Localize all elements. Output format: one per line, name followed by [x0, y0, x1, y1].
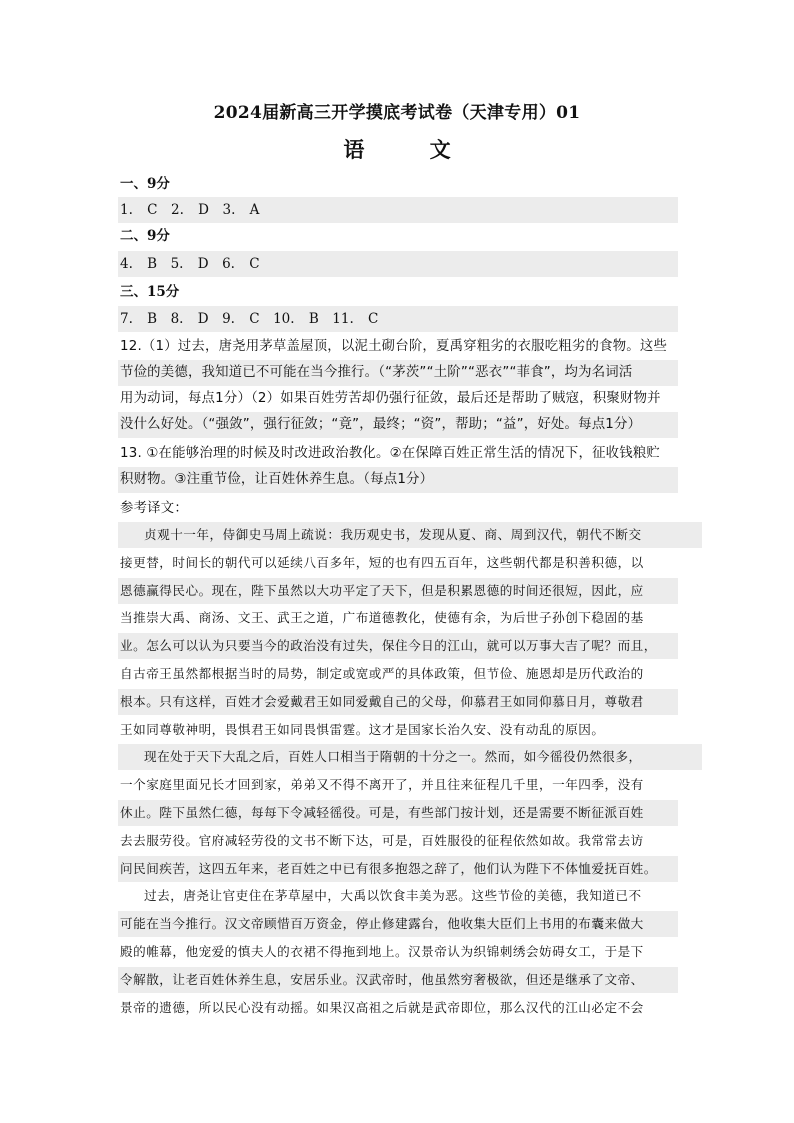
translation-line: 贞观十一年，侍御史马周上疏说：我历观史书，发现从夏、商、周到汉代，朝代不断交	[118, 522, 702, 548]
q12-line: 用为动词，每点1分）（2）如果百姓劳苦却仍强行征敛，最后还是帮助了贼寇，积聚财物并	[120, 391, 661, 406]
q13-line: 13. ①在能够治理的时候及时改进政治教化。②在保障百姓正常生活的情况下，征收钱粮贮	[120, 446, 661, 461]
translation-line: 休止。陛下虽然仁德，每每下令减轻徭役。可是，有些部门按计划，还是需要不断征派百姓	[118, 800, 678, 826]
translation-line: 根本。只有这样，百姓才会爱戴君王如同爱戴自己的父母，仰慕君王如同仰慕日月，尊敬君	[118, 689, 678, 715]
translation-line: 景帝的遗德，所以民心没有动摇。如果汉高祖之后就是武帝即位，那么汉代的江山必定不会	[120, 999, 644, 1015]
q13-line: 积财物。③注重节俭，让百姓休养生息。（每点1分）	[118, 467, 678, 493]
translation-line: 当推崇大禹、商汤、文王、武王之道，广布道德教化，使德有余，为后世子孙创下稳固的基	[120, 610, 644, 626]
q12-line: 节俭的美德，我知道已不可能在当今推行。（“茅茨”“土阶”“恶衣”“菲食”，均为名词活	[118, 360, 678, 386]
translation-line: 殿的帷幕，他宠爱的慎夫人的衣裙不得拖到地上。汉景帝认为织锦刺绣会妨碍女工，于是下	[120, 944, 644, 959]
section-header-3: 三、15分	[120, 284, 180, 300]
translation-line: 可能在当今推行。汉文帝顾惜百万资金，停止修建露台，他收集大臣们上书用的布囊来做大	[118, 911, 678, 937]
answers-row-1: 1. C 2. D 3. A	[118, 197, 678, 223]
translation-label: 参考译文：	[120, 501, 188, 516]
section-header-2: 二、9分	[120, 228, 170, 244]
translation-line: 业。怎么可以认为只要当今的政治没有过失，保住今日的江山，就可以万事大吉了呢？而且，	[118, 633, 678, 659]
q12-line: 没什么好处。（“强敛”，强行征敛；“竟”，最终；“资”，帮助；“益”，好处。每点1分）	[118, 412, 678, 438]
translation-line: 令解散，让老百姓休养生息，安居乐业。汉武帝时，他虽然穷奢极欲，但还是继承了文帝、	[118, 967, 678, 993]
translation-line: 过去，唐尧让官吏住在茅草屋中，大禹以饮食丰美为恶。这些节俭的美德，我知道已不	[144, 888, 642, 904]
translation-line: 一个家庭里面兄长才回到家，弟弟又不得不离开了，并且往来征程几千里，一年四季，没有	[120, 777, 644, 793]
translation-line: 王如同尊敬神明，畏惧君王如同畏惧雷霆。这才是国家长治久安、没有动乱的原因。	[120, 721, 605, 737]
translation-line: 问民间疾苦，这四五年来，老百姓之中已有很多抱怨之辞了，他们认为陛下不体恤爱抚百姓。	[118, 856, 678, 882]
answers-row-2: 4. B 5. D 6. C	[118, 251, 678, 277]
translation-line: 去去服劳役。官府减轻劳役的文书不断下达，可是，百姓服役的征程依然如故。我常常去访	[120, 832, 644, 848]
document-title: 2024届新高三开学摸底考试卷（天津专用）01	[213, 103, 581, 123]
answers-row-3: 7. B 8. D 9. C 10. B 11. C	[118, 306, 678, 332]
q12-line: 12.（1）过去，唐尧用茅草盖屋顶，以泥土砌台阶，夏禹穿粗劣的衣服吃粗劣的食物。这些	[120, 339, 668, 354]
translation-line: 接更替，时间长的朝代可以延续八百多年，短的也有四五百年，这些朝代都是积善积德，以	[120, 554, 644, 570]
translation-line: 恩德赢得民心。现在，陛下虽然以大功平定了天下，但是积累恩德的时间还很短，因此，应	[118, 578, 678, 604]
subject-title: 语 文	[343, 137, 451, 162]
translation-line: 自古帝王虽然都根据当时的局势，制定或宽或严的具体政策，但节俭、施恩却是历代政治的	[120, 666, 644, 681]
translation-line: 现在处于天下大乱之后，百姓人口相当于隋朝的十分之一。然而，如今徭役仍然很多，	[118, 744, 702, 770]
section-header-1: 一、9分	[120, 176, 170, 192]
